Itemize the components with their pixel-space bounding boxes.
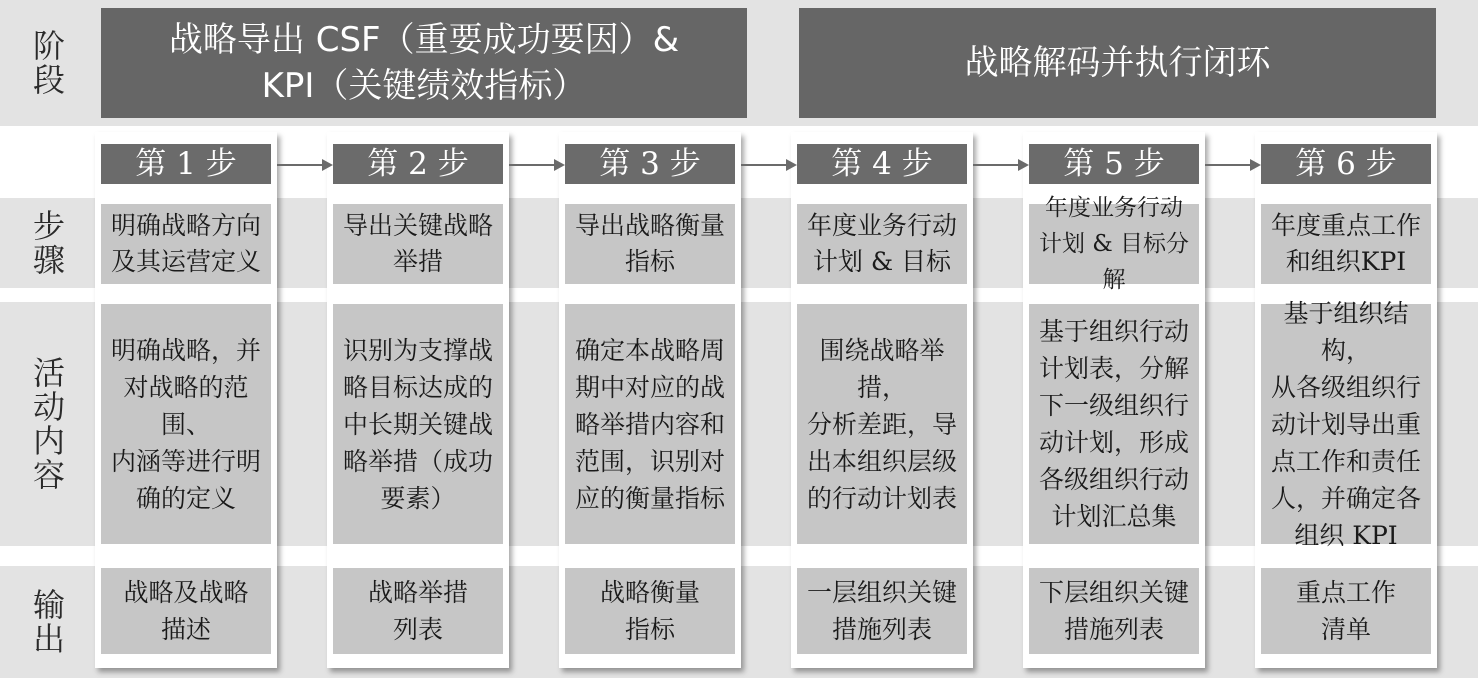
arrow-right-icon (973, 158, 1029, 172)
step-column-4 (791, 132, 973, 668)
step-label: 第 3 步 (565, 144, 735, 184)
step-output: 战略衡量 指标 (565, 568, 735, 654)
phase-header-decode-execute: 战略解码并执行闭环 (799, 8, 1436, 118)
step-label: 第 1 步 (101, 144, 271, 184)
step-name: 导出战略衡量 指标 (565, 204, 735, 284)
step-name: 年度重点工作 和组织KPI (1261, 204, 1431, 284)
step-column-3 (559, 132, 741, 668)
step-activity: 确定本战略周 期中对应的战 略举措内容和 范围，识别对 应的衡量指标 (565, 304, 735, 544)
step-name: 导出关键战略 举措 (333, 204, 503, 284)
step-column-6 (1255, 132, 1437, 668)
row-label-activities: 活动内容 (32, 354, 65, 494)
step-output: 重点工作 清单 (1261, 568, 1431, 654)
arrow-right-icon (1205, 158, 1261, 172)
step-name: 年度业务行动 计划 & 目标 (797, 204, 967, 284)
step-name: 年度业务行动 计划 & 目标分解 (1029, 204, 1199, 284)
step-activity: 围绕战略举措， 分析差距，导 出本组织层级 的行动计划表 (797, 304, 967, 544)
arrow-right-icon (277, 158, 333, 172)
step-label: 第 4 步 (797, 144, 967, 184)
step-label: 第 2 步 (333, 144, 503, 184)
step-name: 明确战略方向 及其运营定义 (101, 204, 271, 284)
step-activity: 基于组织行动 计划表，分解 下一级组织行 动计划，形成 各级组织行动 计划汇总集 (1029, 304, 1199, 544)
step-output: 下层组织关键 措施列表 (1029, 568, 1199, 654)
phase-header-strategy-csf-kpi: 战略导出 CSF（重要成功要因）& KPI（关键绩效指标） (101, 8, 747, 118)
step-activity: 基于组织结构， 从各级组织行 动计划导出重 点工作和责任 人，并确定各 组织 KPI (1261, 304, 1431, 544)
step-output: 一层组织关键 措施列表 (797, 568, 967, 654)
arrow-right-icon (509, 158, 565, 172)
step-column-1 (95, 132, 277, 668)
step-output: 战略举措 列表 (333, 568, 503, 654)
arrow-right-icon (741, 158, 797, 172)
step-activity: 明确战略，并 对战略的范围、 内涵等进行明 确的定义 (101, 304, 271, 544)
step-output: 战略及战略 描述 (101, 568, 271, 654)
step-label: 第 6 步 (1261, 144, 1431, 184)
step-column-2 (327, 132, 509, 668)
row-label-outputs: 输出 (32, 586, 65, 658)
step-column-5 (1023, 132, 1205, 668)
step-activity: 识别为支撑战 略目标达成的 中长期关键战 略举措（成功 要素） (333, 304, 503, 544)
step-label: 第 5 步 (1029, 144, 1199, 184)
row-label-phase: 阶段 (32, 27, 65, 99)
row-label-steps: 步骤 (32, 207, 65, 279)
